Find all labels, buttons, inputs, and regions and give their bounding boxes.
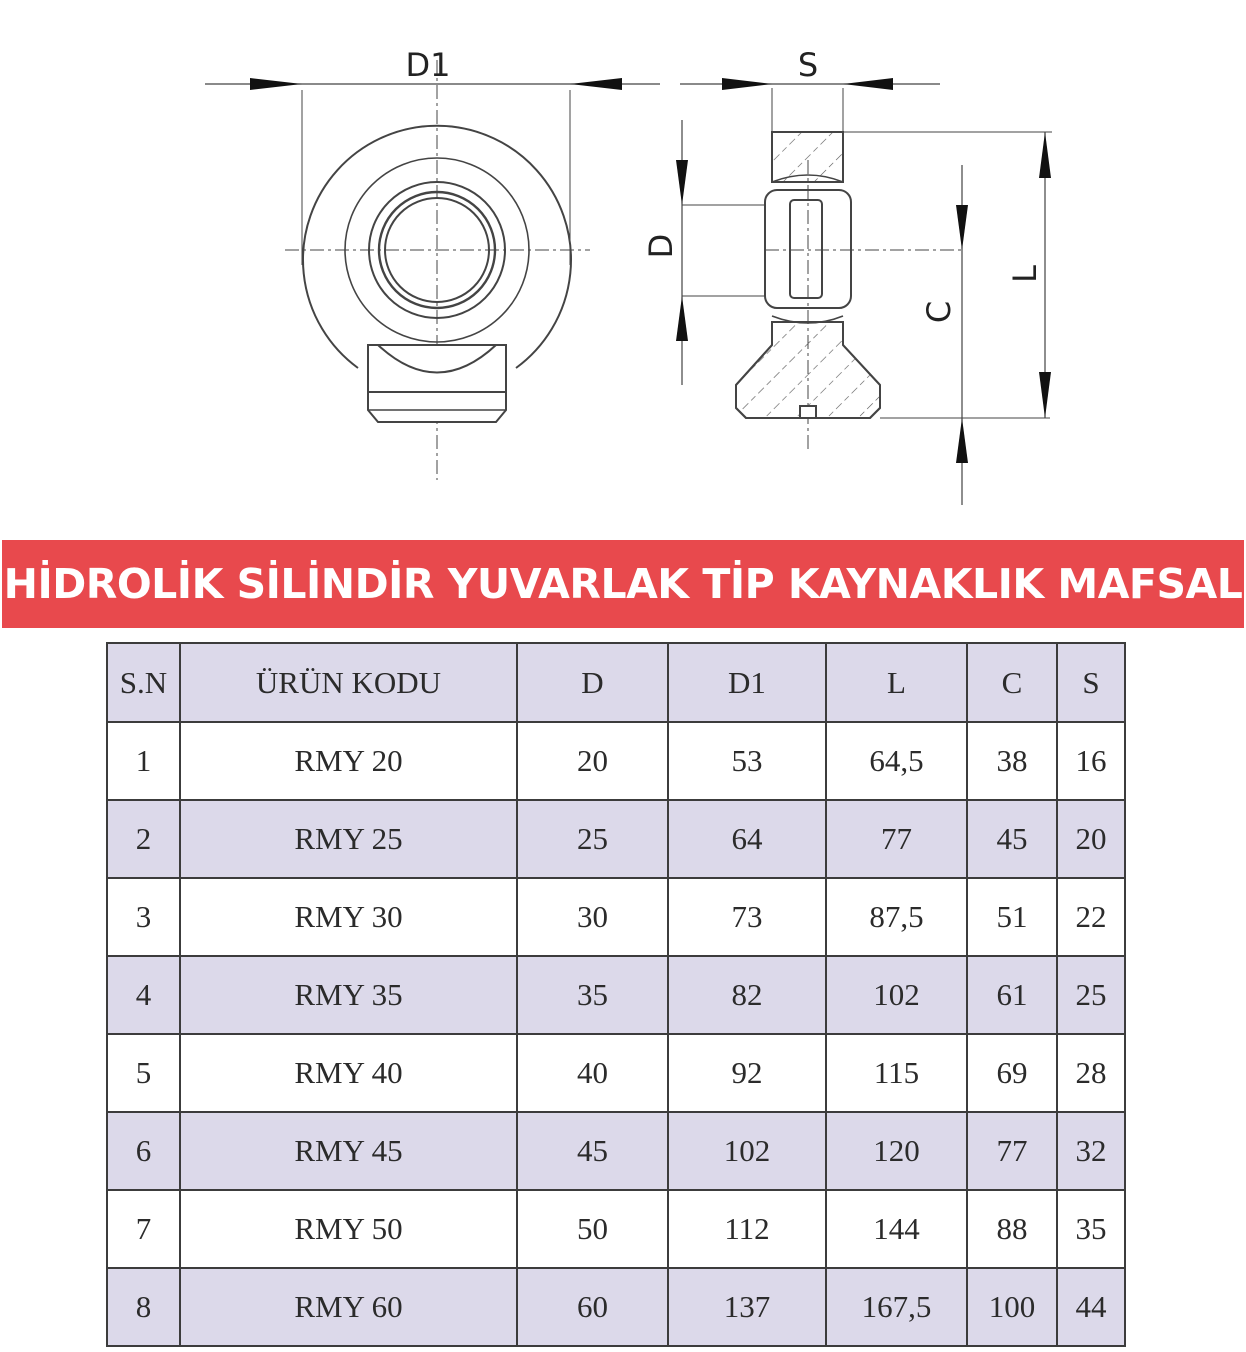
cell-d1: 64 bbox=[668, 800, 826, 878]
cell-sn: 7 bbox=[107, 1190, 180, 1268]
cell-l: 115 bbox=[826, 1034, 967, 1112]
cell-c: 38 bbox=[967, 722, 1057, 800]
cell-c: 69 bbox=[967, 1034, 1057, 1112]
cell-l: 102 bbox=[826, 956, 967, 1034]
cell-l: 87,5 bbox=[826, 878, 967, 956]
cell-c: 51 bbox=[967, 878, 1057, 956]
header-s: S bbox=[1057, 643, 1125, 722]
label-d: D bbox=[642, 233, 680, 259]
cell-s: 35 bbox=[1057, 1190, 1125, 1268]
cell-d: 50 bbox=[517, 1190, 668, 1268]
cell-d1: 112 bbox=[668, 1190, 826, 1268]
cell-c: 77 bbox=[967, 1112, 1057, 1190]
cell-d: 60 bbox=[517, 1268, 668, 1346]
cell-product-code: RMY 45 bbox=[180, 1112, 517, 1190]
label-l: L bbox=[1006, 265, 1044, 283]
label-s: S bbox=[797, 46, 819, 84]
table-header-row bbox=[107, 643, 1125, 722]
cell-d1: 102 bbox=[668, 1112, 826, 1190]
table-row bbox=[107, 1190, 1125, 1268]
cell-d1: 92 bbox=[668, 1034, 826, 1112]
cell-product-code: RMY 40 bbox=[180, 1034, 517, 1112]
table-row bbox=[107, 1034, 1125, 1112]
table-row bbox=[107, 800, 1125, 878]
cell-l: 144 bbox=[826, 1190, 967, 1268]
cell-d: 45 bbox=[517, 1112, 668, 1190]
cell-sn: 3 bbox=[107, 878, 180, 956]
cell-l: 77 bbox=[826, 800, 967, 878]
table-row bbox=[107, 878, 1125, 956]
cell-s: 32 bbox=[1057, 1112, 1125, 1190]
cell-d: 40 bbox=[517, 1034, 668, 1112]
table-row bbox=[107, 956, 1125, 1034]
table-row bbox=[107, 1268, 1125, 1346]
cell-sn: 2 bbox=[107, 800, 180, 878]
label-d1: D1 bbox=[405, 46, 451, 84]
header-d1: D1 bbox=[668, 643, 826, 722]
cell-c: 100 bbox=[967, 1268, 1057, 1346]
cell-l: 64,5 bbox=[826, 722, 967, 800]
cell-d: 20 bbox=[517, 722, 668, 800]
cell-product-code: RMY 60 bbox=[180, 1268, 517, 1346]
cell-sn: 5 bbox=[107, 1034, 180, 1112]
table-row bbox=[107, 722, 1125, 800]
cell-d1: 53 bbox=[668, 722, 826, 800]
spec-table bbox=[106, 642, 1126, 1347]
header-product-code: ÜRÜN KODU bbox=[180, 643, 517, 722]
technical-drawing bbox=[0, 0, 1246, 520]
cell-s: 28 bbox=[1057, 1034, 1125, 1112]
cell-l: 120 bbox=[826, 1112, 967, 1190]
front-view bbox=[205, 60, 660, 480]
cell-l: 167,5 bbox=[826, 1268, 967, 1346]
cell-sn: 4 bbox=[107, 956, 180, 1034]
label-c: C bbox=[920, 300, 958, 324]
header-l: L bbox=[826, 643, 967, 722]
page-title: HİDROLİK SİLİNDİR YUVARLAK TİP KAYNAKLIK MAFSAL bbox=[3, 560, 1243, 608]
cell-product-code: RMY 25 bbox=[180, 800, 517, 878]
side-view bbox=[676, 78, 1052, 505]
cell-d1: 73 bbox=[668, 878, 826, 956]
cell-product-code: RMY 50 bbox=[180, 1190, 517, 1268]
table-row bbox=[107, 1112, 1125, 1190]
header-sn: S.N bbox=[107, 643, 180, 722]
cell-c: 61 bbox=[967, 956, 1057, 1034]
title-banner bbox=[2, 540, 1244, 628]
cell-d: 30 bbox=[517, 878, 668, 956]
cell-s: 20 bbox=[1057, 800, 1125, 878]
cell-s: 16 bbox=[1057, 722, 1125, 800]
cell-sn: 6 bbox=[107, 1112, 180, 1190]
cell-sn: 1 bbox=[107, 722, 180, 800]
cell-sn: 8 bbox=[107, 1268, 180, 1346]
cell-s: 44 bbox=[1057, 1268, 1125, 1346]
cell-s: 25 bbox=[1057, 956, 1125, 1034]
header-c: C bbox=[967, 643, 1057, 722]
cell-s: 22 bbox=[1057, 878, 1125, 956]
header-d: D bbox=[517, 643, 668, 722]
cell-product-code: RMY 35 bbox=[180, 956, 517, 1034]
cell-product-code: RMY 20 bbox=[180, 722, 517, 800]
cell-d: 25 bbox=[517, 800, 668, 878]
cell-d: 35 bbox=[517, 956, 668, 1034]
cell-c: 45 bbox=[967, 800, 1057, 878]
cell-c: 88 bbox=[967, 1190, 1057, 1268]
cell-product-code: RMY 30 bbox=[180, 878, 517, 956]
cell-d1: 137 bbox=[668, 1268, 826, 1346]
cell-d1: 82 bbox=[668, 956, 826, 1034]
